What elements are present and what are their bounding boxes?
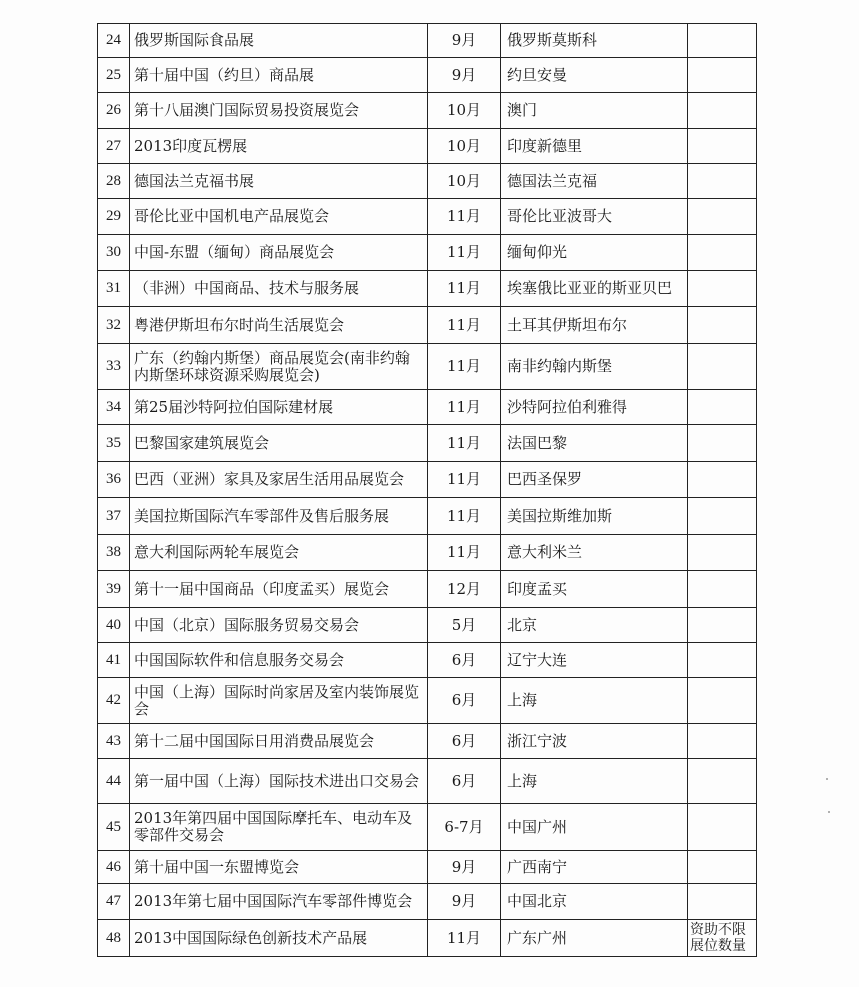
exhibition-note <box>688 344 757 390</box>
exhibition-month: 11月 <box>428 535 501 571</box>
exhibition-month: 6月 <box>428 724 501 759</box>
exhibition-location: 印度新德里 <box>501 129 688 164</box>
exhibition-month: 12月 <box>428 571 501 608</box>
exhibition-name: 2013印度瓦楞展 <box>130 129 428 164</box>
scan-speck <box>828 811 830 813</box>
exhibition-location: 澳门 <box>501 93 688 129</box>
table-row <box>98 307 757 344</box>
exhibition-location: 上海 <box>501 759 688 804</box>
exhibition-location: 埃塞俄比亚亚的斯亚贝巴 <box>501 271 688 307</box>
exhibition-note <box>688 199 757 235</box>
exhibition-name: 2013中国国际绿色创新技术产品展 <box>130 920 428 957</box>
exhibition-name: 俄罗斯国际食品展 <box>130 24 428 58</box>
exhibition-note <box>688 884 757 920</box>
row-number: 38 <box>98 535 130 571</box>
exhibition-location: 法国巴黎 <box>501 425 688 462</box>
row-number: 48 <box>98 920 130 957</box>
table-row <box>98 199 757 235</box>
table-row <box>98 164 757 199</box>
exhibition-note <box>688 307 757 344</box>
exhibition-location: 印度孟买 <box>501 571 688 608</box>
exhibition-month: 11月 <box>428 271 501 307</box>
exhibition-note <box>688 498 757 535</box>
table-row <box>98 271 757 307</box>
table-row <box>98 93 757 129</box>
exhibition-name: 粤港伊斯坦布尔时尚生活展览会 <box>130 307 428 344</box>
exhibition-note <box>688 93 757 129</box>
exhibition-location: 上海 <box>501 678 688 724</box>
row-number: 26 <box>98 93 130 129</box>
row-number: 39 <box>98 571 130 608</box>
exhibition-table <box>97 23 757 957</box>
exhibition-location: 辽宁大连 <box>501 643 688 678</box>
exhibition-month: 6月 <box>428 759 501 804</box>
table-row <box>98 724 757 759</box>
row-number: 33 <box>98 344 130 390</box>
row-number: 43 <box>98 724 130 759</box>
table-row <box>98 390 757 425</box>
exhibition-month: 9月 <box>428 24 501 58</box>
exhibition-location: 中国北京 <box>501 884 688 920</box>
scan-speck <box>826 778 828 780</box>
table-row <box>98 608 757 643</box>
exhibition-month: 6月 <box>428 678 501 724</box>
exhibition-name: 第一届中国（上海）国际技术进出口交易会 <box>130 759 428 804</box>
exhibition-note <box>688 129 757 164</box>
row-number: 30 <box>98 235 130 271</box>
table-row <box>98 535 757 571</box>
exhibition-name: 2013年第四届中国国际摩托车、电动车及零部件交易会 <box>130 804 428 851</box>
exhibition-location: 南非约翰内斯堡 <box>501 344 688 390</box>
exhibition-month: 11月 <box>428 307 501 344</box>
row-number: 32 <box>98 307 130 344</box>
table-row <box>98 759 757 804</box>
exhibition-name: 第十八届澳门国际贸易投资展览会 <box>130 93 428 129</box>
exhibition-month: 11月 <box>428 462 501 498</box>
exhibition-month: 6-7月 <box>428 804 501 851</box>
exhibition-month: 11月 <box>428 344 501 390</box>
exhibition-month: 5月 <box>428 608 501 643</box>
exhibition-location: 中国广州 <box>501 804 688 851</box>
exhibition-name: 德国法兰克福书展 <box>130 164 428 199</box>
exhibition-month: 10月 <box>428 129 501 164</box>
exhibition-note <box>688 571 757 608</box>
exhibition-location: 哥伦比亚波哥大 <box>501 199 688 235</box>
exhibition-note <box>688 390 757 425</box>
exhibition-note <box>688 678 757 724</box>
row-number: 44 <box>98 759 130 804</box>
row-number: 45 <box>98 804 130 851</box>
row-number: 25 <box>98 58 130 93</box>
exhibition-note <box>688 759 757 804</box>
exhibition-name: 意大利国际两轮车展览会 <box>130 535 428 571</box>
exhibition-location: 意大利米兰 <box>501 535 688 571</box>
exhibition-name: 中国（上海）国际时尚家居及室内装饰展览会 <box>130 678 428 724</box>
exhibition-name: 2013年第七届中国国际汽车零部件博览会 <box>130 884 428 920</box>
exhibition-month: 9月 <box>428 58 501 93</box>
exhibition-name: 第十届中国一东盟博览会 <box>130 851 428 884</box>
table-row <box>98 498 757 535</box>
table-row <box>98 571 757 608</box>
table-row <box>98 643 757 678</box>
exhibition-location: 土耳其伊斯坦布尔 <box>501 307 688 344</box>
exhibition-name: 第十一届中国商品（印度孟买）展览会 <box>130 571 428 608</box>
table-row <box>98 920 757 957</box>
exhibition-name: 第十届中国（约旦）商品展 <box>130 58 428 93</box>
exhibition-name: 巴西（亚洲）家具及家居生活用品展览会 <box>130 462 428 498</box>
table-row <box>98 58 757 93</box>
exhibition-month: 9月 <box>428 851 501 884</box>
exhibition-note <box>688 425 757 462</box>
table-row <box>98 344 757 390</box>
exhibition-month: 9月 <box>428 884 501 920</box>
row-number: 46 <box>98 851 130 884</box>
exhibition-location: 北京 <box>501 608 688 643</box>
exhibition-note <box>688 58 757 93</box>
exhibition-note: 资助不限展位数量 <box>688 920 757 957</box>
table-row <box>98 804 757 851</box>
row-number: 36 <box>98 462 130 498</box>
table-row <box>98 24 757 58</box>
exhibition-month: 11月 <box>428 390 501 425</box>
row-number: 24 <box>98 24 130 58</box>
exhibition-location: 美国拉斯维加斯 <box>501 498 688 535</box>
exhibition-note <box>688 271 757 307</box>
table-row <box>98 884 757 920</box>
exhibition-month: 11月 <box>428 235 501 271</box>
exhibition-note <box>688 724 757 759</box>
table-row <box>98 235 757 271</box>
exhibition-location: 俄罗斯莫斯科 <box>501 24 688 58</box>
exhibition-table-body <box>98 24 757 957</box>
exhibition-note <box>688 235 757 271</box>
row-number: 37 <box>98 498 130 535</box>
exhibition-name: 第25届沙特阿拉伯国际建材展 <box>130 390 428 425</box>
exhibition-month: 10月 <box>428 164 501 199</box>
exhibition-location: 缅甸仰光 <box>501 235 688 271</box>
exhibition-note <box>688 804 757 851</box>
exhibition-note <box>688 535 757 571</box>
exhibition-name: 中国（北京）国际服务贸易交易会 <box>130 608 428 643</box>
table-row <box>98 678 757 724</box>
table-row <box>98 425 757 462</box>
row-number: 31 <box>98 271 130 307</box>
exhibition-note <box>688 164 757 199</box>
exhibition-name: 第十二届中国国际日用消费品展览会 <box>130 724 428 759</box>
exhibition-name: 巴黎国家建筑展览会 <box>130 425 428 462</box>
exhibition-note <box>688 462 757 498</box>
exhibition-name: 中国-东盟（缅甸）商品展览会 <box>130 235 428 271</box>
row-number: 34 <box>98 390 130 425</box>
row-number: 42 <box>98 678 130 724</box>
exhibition-location: 巴西圣保罗 <box>501 462 688 498</box>
row-number: 35 <box>98 425 130 462</box>
exhibition-location: 广西南宁 <box>501 851 688 884</box>
exhibition-location: 约旦安曼 <box>501 58 688 93</box>
exhibition-location: 德国法兰克福 <box>501 164 688 199</box>
exhibition-note <box>688 24 757 58</box>
exhibition-location: 广东广州 <box>501 920 688 957</box>
table-row <box>98 851 757 884</box>
exhibition-month: 11月 <box>428 199 501 235</box>
row-number: 29 <box>98 199 130 235</box>
row-number: 40 <box>98 608 130 643</box>
exhibition-name: 美国拉斯国际汽车零部件及售后服务展 <box>130 498 428 535</box>
exhibition-location: 浙江宁波 <box>501 724 688 759</box>
exhibition-location: 沙特阿拉伯利雅得 <box>501 390 688 425</box>
exhibition-month: 11月 <box>428 920 501 957</box>
exhibition-name: （非洲）中国商品、技术与服务展 <box>130 271 428 307</box>
exhibition-note <box>688 643 757 678</box>
table-row <box>98 129 757 164</box>
exhibition-name: 广东（约翰内斯堡）商品展览会(南非约翰内斯堡环球资源采购展览会) <box>130 344 428 390</box>
exhibition-note <box>688 851 757 884</box>
exhibition-name: 中国国际软件和信息服务交易会 <box>130 643 428 678</box>
exhibition-month: 6月 <box>428 643 501 678</box>
row-number: 41 <box>98 643 130 678</box>
row-number: 28 <box>98 164 130 199</box>
exhibition-name: 哥伦比亚中国机电产品展览会 <box>130 199 428 235</box>
exhibition-note <box>688 608 757 643</box>
row-number: 27 <box>98 129 130 164</box>
exhibition-month: 10月 <box>428 93 501 129</box>
row-number: 47 <box>98 884 130 920</box>
exhibition-month: 11月 <box>428 425 501 462</box>
exhibition-month: 11月 <box>428 498 501 535</box>
table-row <box>98 462 757 498</box>
